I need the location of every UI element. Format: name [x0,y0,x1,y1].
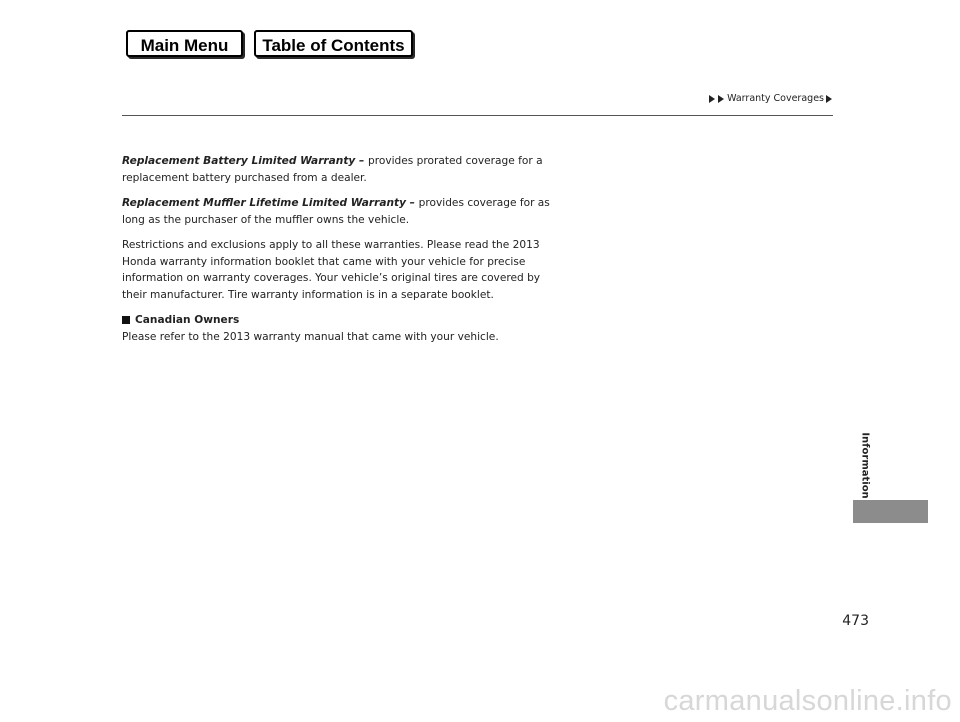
breadcrumb-arrow-icon [718,95,724,103]
paragraph-canadian-owners: Please refer to the 2013 warranty manual that came with your vehicle. [122,330,499,343]
paragraph-restrictions: Restrictions and exclusions apply to all these warranties. Please read the 2013 Honda warranty information booklet that came with your vehicle for precise information on warranty coverages. Your vehicle’s original tires are covered by their manufacturer. Tire warranty information is in a separate booklet. [122,239,541,301]
breadcrumb-arrow-icon [709,95,715,103]
table-of-contents-button[interactable]: Table of Contents [254,30,413,57]
breadcrumb-arrow-icon [826,95,832,103]
main-menu-button[interactable]: Main Menu [126,30,243,57]
square-bullet-icon [122,316,130,324]
watermark: carmanualsonline.info [663,685,952,717]
muffler-warranty-title: Replacement Muffler Lifetime Limited Warranty – [122,197,419,209]
page-number: 473 [842,613,869,629]
breadcrumb [709,93,833,104]
muffler-warranty-text: provides coverage for as long as the purchaser of the muffler owns the vehicle. [122,197,550,226]
section-heading-canadian-owners [122,312,562,329]
battery-warranty-text: provides prorated coverage for a replacement battery purchased from a dealer. [122,155,543,184]
side-tab-label [850,430,880,500]
side-tab-label-text: Information [859,431,871,499]
side-tab-block[interactable] [853,500,928,523]
header-divider [122,115,833,116]
page-content [122,153,562,354]
battery-warranty-title: Replacement Battery Limited Warranty – [122,155,368,167]
section-heading-text: Canadian Owners [135,314,240,326]
paragraph-battery-warranty [122,153,562,186]
breadcrumb-current[interactable]: Warranty Coverages [727,93,824,104]
paragraph-muffler-warranty [122,195,562,228]
